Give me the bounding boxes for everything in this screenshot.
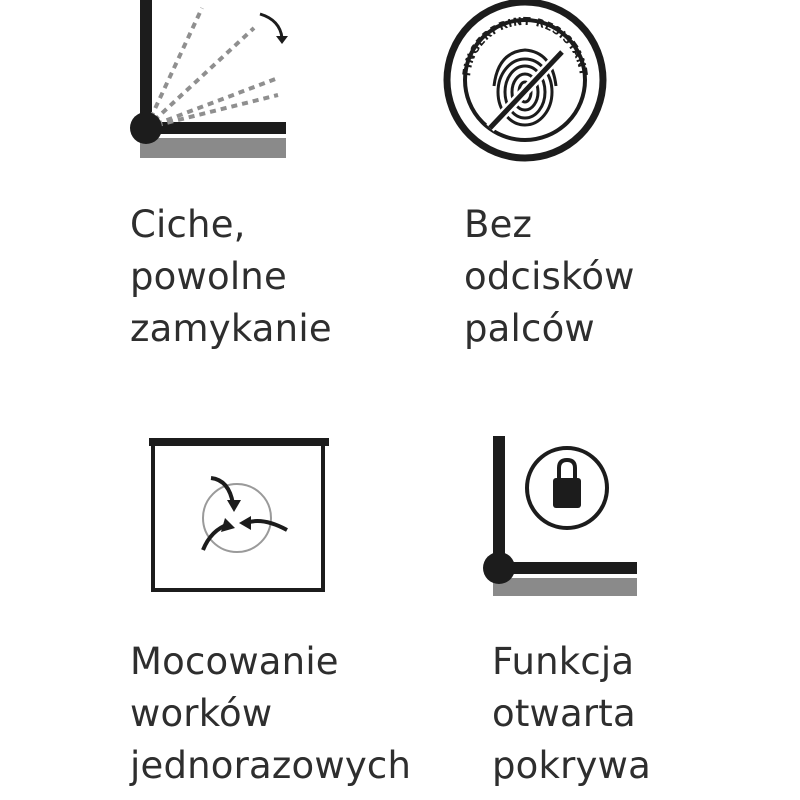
feature-label-lid-open <box>492 636 651 792</box>
label-line: jednorazowych <box>130 744 412 787</box>
label-line: worków <box>130 692 273 735</box>
label-line: otwarta <box>492 692 636 735</box>
bag-holder-icon <box>145 430 335 600</box>
feature-label-soft-close <box>130 199 332 355</box>
open-lid-lock-icon <box>475 430 645 600</box>
label-line: pokrywa <box>492 744 651 787</box>
label-line: palców <box>464 307 595 350</box>
label-line: powolne <box>130 255 287 298</box>
fingerprint-badge-text: FINGERPRINT RESISTANT <box>460 14 590 77</box>
feature-label-fingerprint <box>464 199 635 355</box>
label-line: Ciche, <box>130 203 246 246</box>
soft-close-hinge-icon <box>120 0 300 170</box>
label-line: Funkcja <box>492 640 635 683</box>
label-line: Mocowanie <box>130 640 339 683</box>
feature-label-bag-mount <box>130 636 411 792</box>
fingerprint-resistant-icon <box>440 0 610 165</box>
label-line: odcisków <box>464 255 635 298</box>
label-line: Bez <box>464 203 533 246</box>
label-line: zamykanie <box>130 307 332 350</box>
